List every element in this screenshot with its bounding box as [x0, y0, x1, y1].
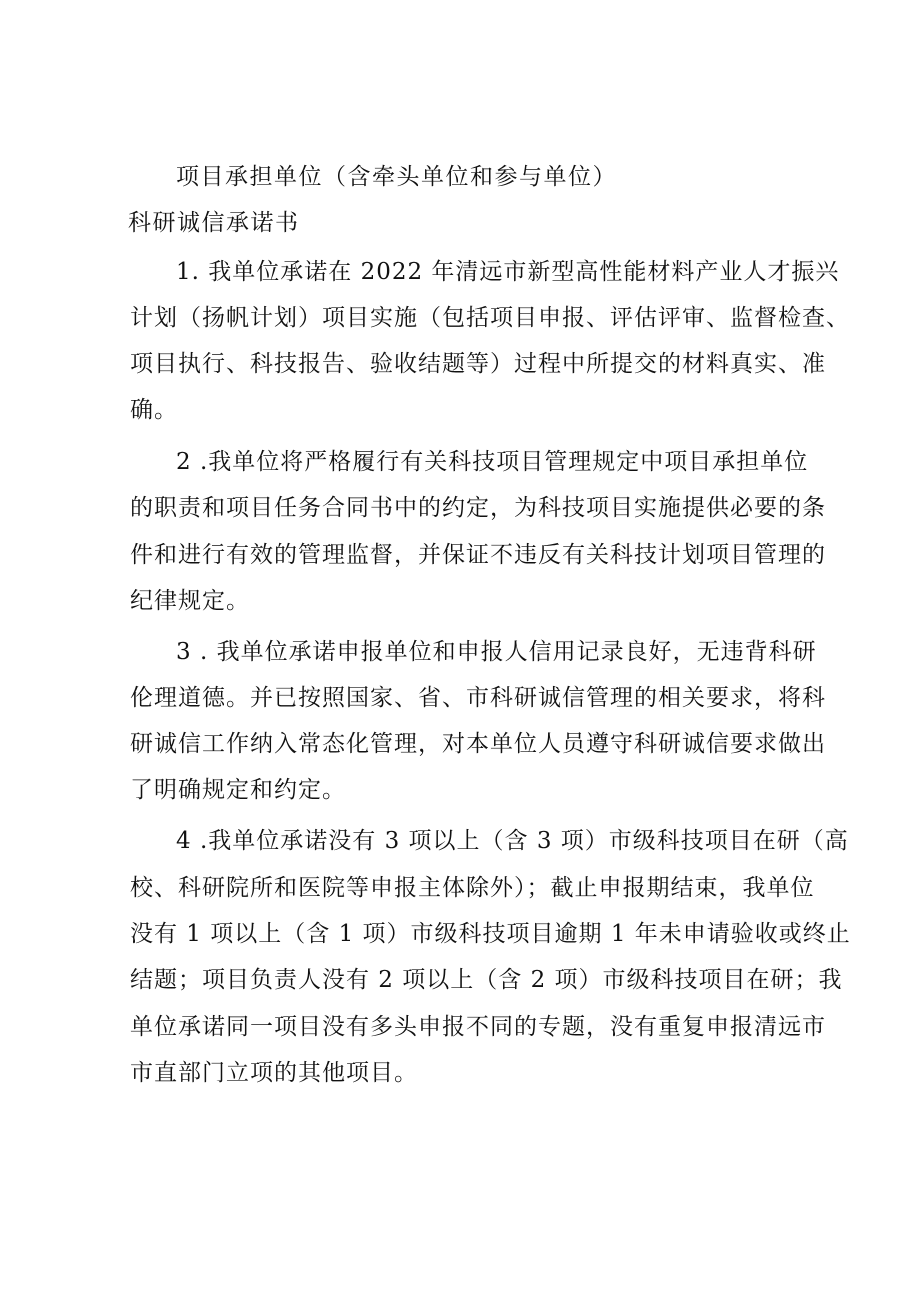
paragraph-2-line-1: 2 .我单位将严格履行有关科技项目管理规定中项目承担单位	[176, 449, 809, 475]
paragraph-1-line-1: 1. 我单位承诺在 2022 年清远市新型高性能材料产业人才振兴	[176, 259, 840, 285]
paragraph-3-line-1: 3 . 我单位承诺申报单位和申报人信用记录良好，无违背科研	[176, 639, 817, 665]
paragraph-2-line-2: 的职责和项目任务合同书中的约定，为科技项目实施提供必要的条	[130, 495, 826, 521]
paragraph-3-line-2: 伦理道德。并已按照国家、省、市科研诚信管理的相关要求，将科	[130, 685, 826, 711]
heading-line-1: 项目承担单位（含牵头单位和参与单位）	[176, 164, 617, 190]
paragraph-4-line-3: 没有 1 项以上（含 1 项）市级科技项目逾期 1 年未申请验收或终止	[130, 921, 851, 947]
paragraph-1-line-2: 计划（扬帆计划）项目实施（包括项目申报、评估评审、监督检查、	[130, 305, 850, 331]
paragraph-4-line-2: 校、科研院所和医院等申报主体除外）；截止申报期结束，我单位	[130, 875, 815, 901]
paragraph-1-line-3: 项目执行、科技报告、验收结题等）过程中所提交的材料真实、准	[130, 351, 826, 377]
paragraph-3-line-3: 研诚信工作纳入常态化管理，对本单位人员遵守科研诚信要求做出	[130, 731, 826, 757]
paragraph-4-line-6: 市直部门立项的其他项目。	[130, 1060, 418, 1086]
heading-line-2: 科研诚信承诺书	[128, 210, 300, 236]
paragraph-2-line-4: 纪律规定。	[130, 588, 250, 614]
paragraph-2-line-3: 件和进行有效的管理监督，并保证不违反有关科技计划项目管理的	[130, 542, 826, 568]
paragraph-4-line-1: 4 .我单位承诺没有 3 项以上（含 3 项）市级科技项目在研（高	[176, 828, 849, 854]
paragraph-3-line-4: 了明确规定和约定。	[130, 777, 346, 803]
paragraph-1-line-4: 确。	[130, 397, 178, 423]
paragraph-4-line-4: 结题；项目负责人没有 2 项以上（含 2 项）市级科技项目在研；我	[130, 967, 843, 993]
paragraph-4-line-5: 单位承诺同一项目没有多头申报不同的专题，没有重复申报清远市	[130, 1014, 826, 1040]
